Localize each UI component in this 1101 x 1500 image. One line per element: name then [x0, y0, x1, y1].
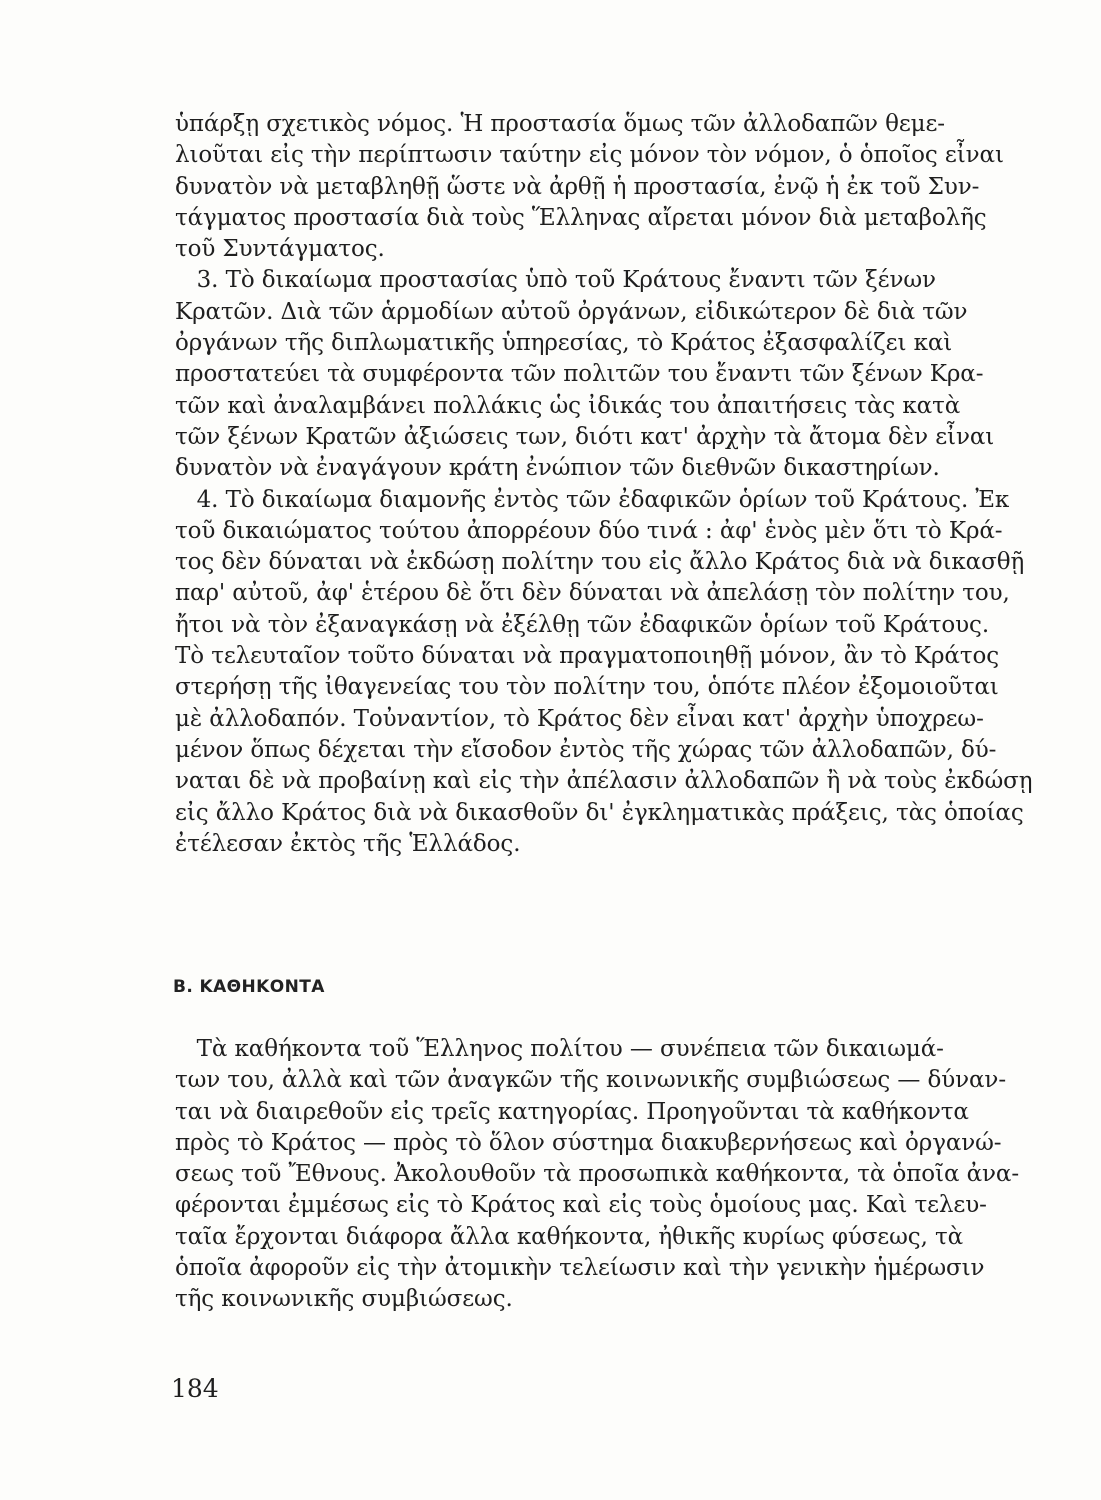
text-line: ἐτέλεσαν ἐκτὸς τῆς Ἑλλάδος.	[175, 830, 521, 857]
text-line: ἤτοι νὰ τὸν ἐξαναγκάσῃ νὰ ἐξέλθῃ τῶν ἐδαφικῶν ὁρίων τοῦ Κράτους.	[175, 611, 990, 638]
text-line: τοῦ Συντάγματος.	[175, 236, 385, 263]
text-line: ναται δὲ νὰ προβαίνῃ καὶ εἰς τὴν ἀπέλασιν ἀλλοδαπῶν ἢ νὰ τοὺς ἐκδώσῃ	[175, 768, 1033, 795]
text-line: εἰς ἄλλο Κράτος διὰ νὰ δικασθοῦν δι' ἐγκληματικὰς πράξεις, τὰς ὁποίας	[175, 799, 1024, 826]
text-line: μὲ ἀλλοδαπόν. Τοὐναντίον, τὸ Κράτος δὲν εἶναι κατ' ἀρχὴν ὑποχρεω-	[175, 705, 984, 732]
text-line: ὀργάνων τῆς διπλωματικῆς ὑπηρεσίας, τὸ Κράτος ἐξασφαλίζει καὶ	[175, 330, 953, 357]
page-number: 184	[171, 1374, 219, 1403]
text-line: ται νὰ διαιρεθοῦν εἰς τρεῖς κατηγορίας. Προηγοῦνται τὰ καθήκοντα	[175, 1098, 969, 1125]
text-line: δυνατὸν νὰ μεταβληθῇ ὥστε νὰ ἀρθῇ ἡ προστασία, ἐνῷ ἡ ἐκ τοῦ Συν-	[175, 173, 980, 200]
text-line: ὑπάρξῃ σχετικὸς νόμος. Ἡ προστασία ὅμως τῶν ἀλλοδαπῶν θεμε-	[175, 111, 945, 137]
text-line: ταῖα ἔρχονται διάφορα ἄλλα καθήκοντα, ἠθικῆς κυρίως φύσεως, τὰ	[175, 1223, 964, 1250]
text-line: σεως τοῦ Ἔθνους. Ἀκολουθοῦν τὰ προσωπικὰ καθήκοντα, τὰ ὁποῖα ἀνα-	[175, 1161, 1020, 1188]
body-text-section-duties	[175, 1034, 1020, 1316]
section-heading-duties: Β. ΚΑΘΗΚΟΝΤΑ	[173, 977, 325, 997]
text-line: Κρατῶν. Διὰ τῶν ἁρμοδίων αὐτοῦ ὀργάνων, εἰδικώτερον δὲ διὰ τῶν	[175, 298, 968, 325]
text-line: πρὸς τὸ Κράτος — πρὸς τὸ ὅλον σύστημα διακυβερνήσεως καὶ ὀργανώ-	[175, 1129, 1002, 1156]
text-line: τοῦ δικαιώματος τούτου ἀπορρέουν δύο τινά : ἀφ' ἑνὸς μὲν ὅτι τὸ Κρά-	[175, 517, 1003, 544]
text-line: 3. Τὸ δικαίωμα προστασίας ὑπὸ τοῦ Κράτους ἔναντι τῶν ξένων	[175, 267, 936, 294]
text-line: παρ' αὐτοῦ, ἀφ' ἑτέρου δὲ ὅτι δὲν δύναται νὰ ἀπελάσῃ τὸν πολίτην του,	[175, 580, 1010, 607]
text-line: μένον ὅπως δέχεται τὴν εἴσοδον ἐντὸς τῆς χώρας τῶν ἀλλοδαπῶν, δύ-	[175, 736, 997, 763]
text-line: Τὰ καθήκοντα τοῦ Ἕλληνος πολίτου — συνέπεια τῶν δικαιωμά-	[175, 1036, 944, 1062]
text-line: τος δὲν δύναται νὰ ἐκδώσῃ πολίτην του εἰς ἄλλο Κράτος διὰ νὰ δικασθῇ	[175, 549, 1025, 576]
text-line: Τὸ τελευταῖον τοῦτο δύναται νὰ πραγματοποιηθῇ μόνον, ἂν τὸ Κράτος	[175, 643, 1000, 670]
text-line: των του, ἀλλὰ καὶ τῶν ἀναγκῶν τῆς κοινωνικῆς συμβιώσεως — δύναν-	[175, 1067, 1006, 1094]
text-line: τάγματος προστασία διὰ τοὺς Ἕλληνας αἴρεται μόνον διὰ μεταβολῆς	[175, 204, 987, 231]
text-line: στερήσῃ τῆς ἰθαγενείας του τὸν πολίτην του, ὁπότε πλέον ἐξομοιοῦται	[175, 674, 999, 701]
text-line: φέρονται ἐμμέσως εἰς τὸ Κράτος καὶ εἰς τοὺς ὁμοίους μας. Καὶ τελευ-	[175, 1192, 987, 1219]
text-line: προστατεύει τὰ συμφέροντα τῶν πολιτῶν του ἔναντι τῶν ξένων Κρα-	[175, 361, 984, 388]
text-line: δυνατὸν νὰ ἐναγάγουν κράτη ἐνώπιον τῶν διεθνῶν δικαστηρίων.	[175, 455, 940, 482]
text-line: ὁποῖα ἀφοροῦν εἰς τὴν ἀτομικὴν τελείωσιν καὶ τὴν γενικὴν ἡμέρωσιν	[175, 1255, 985, 1282]
text-line: λιοῦται εἰς τὴν περίπτωσιν ταύτην εἰς μόνον τὸν νόμον, ὁ ὁποῖος εἶναι	[175, 142, 1004, 169]
text-line: τῶν ξένων Κρατῶν ἀξιώσεις των, διότι κατ' ἀρχὴν τὰ ἄτομα δὲν εἶναι	[175, 423, 995, 450]
text-line: τῆς κοινωνικῆς συμβιώσεως.	[175, 1286, 513, 1313]
text-line: 4. Τὸ δικαίωμα διαμονῆς ἐντὸς τῶν ἐδαφικῶν ὁρίων τοῦ Κράτους. Ἐκ	[175, 486, 1010, 513]
text-line: τῶν καὶ ἀναλαμβάνει πολλάκις ὡς ἰδικάς του ἀπαιτήσεις τὰς κατὰ	[175, 392, 961, 419]
body-text-section-rights	[175, 109, 1033, 860]
